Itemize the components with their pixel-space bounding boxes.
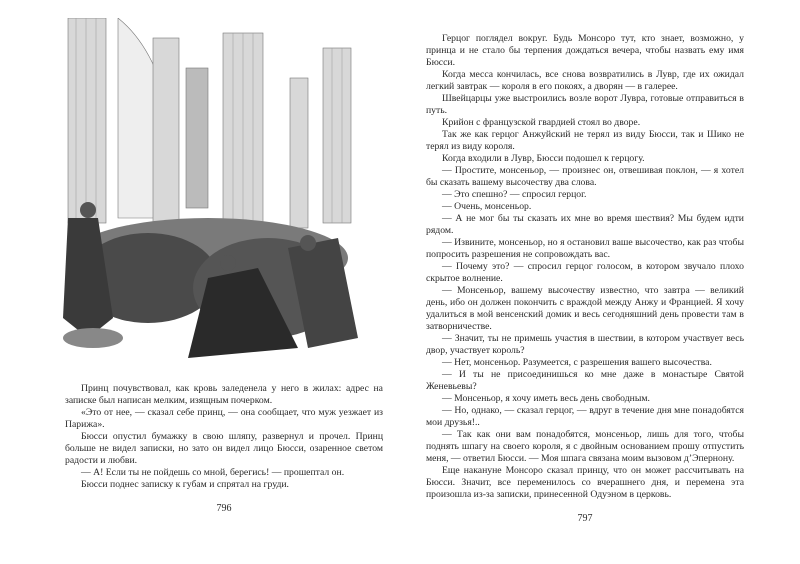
paragraph: — А не мог бы ты сказать их мне во время шествия? Мы будем идти рядом. — [426, 213, 744, 236]
paragraph: — Нет, монсеньор. Разумеется, с разрешения вашего высочества. — [442, 357, 712, 368]
right-page-column — [426, 33, 744, 525]
paragraph: Принц почувствовал, как кровь заледенела у него в жилах: адрес на записке был написан мелким, изящным почерком. — [65, 383, 383, 406]
paragraph: Еще накануне Монсоро сказал принцу, что он может рассчитывать на Бюсси. Значит, все переменилось со вчерашнего дня, и перемена эта произошла из-за записки, принесенной Одуэном в церковь. — [426, 465, 744, 500]
right-page-text — [426, 33, 744, 501]
paragraph: Герцог поглядел вокруг. Будь Монсоро тут, кто знает, возможно, у принца и не стало бы терпения дождаться вечера, чтобы назвать ему имя Бюсси. — [426, 33, 744, 68]
left-page-column — [65, 383, 383, 515]
paragraph: — Монсеньор, вашему высочеству известно, что завтра — великий день, ибо он должен покончить с враждой между Анжу и Францией. Я хочу удалиться в мой венсенский домик и весь сегодняшний день провести там в затворничестве. — [426, 285, 744, 332]
paragraph: — Почему это? — спросил герцог голосом, в котором звучало плохо скрытое волнение. — [426, 261, 744, 284]
right-page — [400, 0, 800, 564]
paragraph: — Простите, монсеньор, — произнес он, отвешивая поклон, — я хотел бы сказать вашему высочеству два слова. — [426, 165, 744, 188]
paragraph: — Но, однако, — сказал герцог, — вдруг в течение дня мне понадобятся мои друзья!.. — [426, 405, 744, 428]
church-kneeling-crowd-illustration — [58, 18, 363, 375]
paragraph: Когда месса кончилась, все снова возвратились в Лувр, где их ожидал легкий завтрак — короля в его покоях, а дворян — в галерее. — [426, 69, 744, 92]
page-number: 797 — [577, 513, 593, 524]
paragraph: Швейцарцы уже выстроились возле ворот Лувра, готовые отправиться в путь. — [426, 93, 744, 116]
paragraph: — Значит, ты не примешь участия в шествии, в котором участвует весь двор, участвует король? — [426, 333, 744, 356]
paragraph: Бюсси опустил бумажку в свою шляпу, развернул и прочел. Принц больше не видел записки, но зато он видел лицо Бюсси, озаренное светом радости и любви. — [65, 431, 383, 466]
page-number: 796 — [216, 503, 232, 514]
paragraph: Когда входили в Лувр, Бюсси подошел к герцогу. — [442, 153, 645, 164]
paragraph: — И ты не присоединишься ко мне даже в монастыре Святой Женевьевы? — [426, 369, 744, 392]
paragraph: — Так как они вам понадобятся, монсеньор, лишь для того, чтобы поднять шпагу на своего короля, я с двойным основанием прошу отпустить меня, — ответил Бюсси. — Моя шпага связана моим вызовом д’Эпернону. — [426, 429, 744, 464]
paragraph: Так же как герцог Анжуйский не терял из виду Бюсси, так и Шико не терял из виду короля. — [426, 129, 744, 152]
paragraph: — А! Если ты не пойдешь со мной, берегись! — прошептал он. — [81, 467, 345, 478]
left-page-text — [65, 383, 383, 491]
paragraph: — Извините, монсеньор, но я остановил ваше высочество, как раз чтобы попросить разрешения не сопровождать вас. — [426, 237, 744, 260]
paragraph: — Очень, монсеньор. — [442, 201, 532, 212]
paragraph: Крийон с французской гвардией стоял во дворе. — [442, 117, 641, 128]
paragraph: — Это спешно? — спросил герцог. — [442, 189, 587, 200]
paragraph: «Это от нее, — сказал себе принц, — она сообщает, что муж уезжает из Парижа». — [65, 407, 383, 430]
paragraph: Бюсси поднес записку к губам и спрятал на груди. — [81, 479, 289, 490]
paragraph: — Монсеньор, я хочу иметь весь день свободным. — [442, 393, 650, 404]
